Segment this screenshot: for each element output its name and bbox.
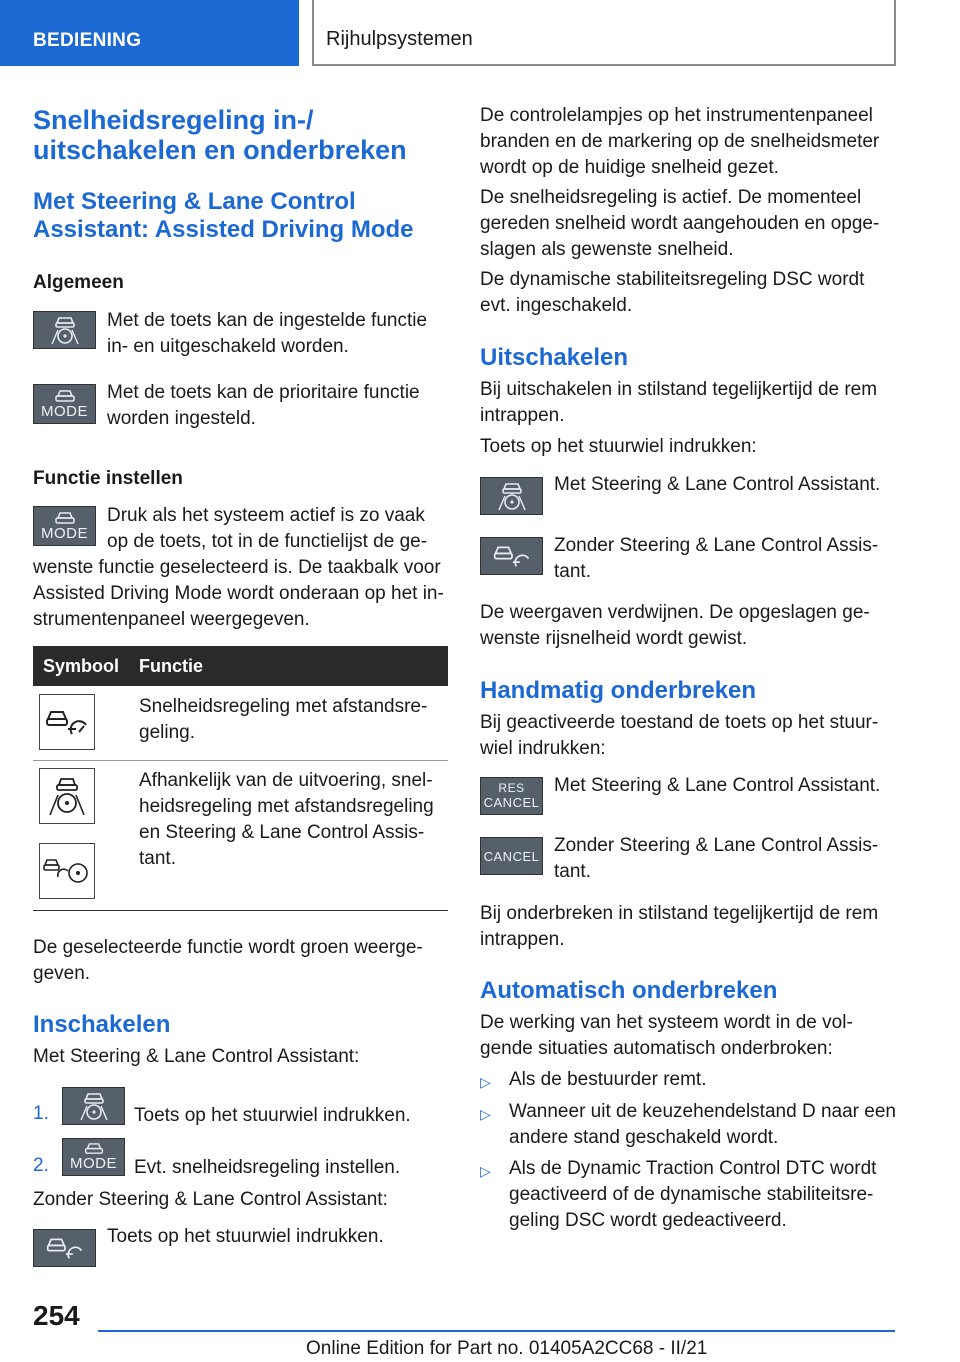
setup-text xyxy=(33,555,444,633)
general-1-line-2: in- en uitgeschakeld worden. xyxy=(107,336,349,357)
general-text-1 xyxy=(107,308,427,360)
b3-line-2: geactiveerd of de dynamische stabiliteitsre- xyxy=(509,1184,874,1205)
distance-control-icon xyxy=(43,1235,87,1261)
manual-text xyxy=(480,710,878,762)
b2-line-1: Wanneer uit de keuzehendelstand D naar een xyxy=(509,1101,896,1122)
list-item: Als de bestuurder remt. xyxy=(509,1069,707,1090)
mode-key-label: MODE xyxy=(70,1155,117,1172)
subtitle-line-1: Met Steering & Lane Control xyxy=(33,188,356,215)
on-intro: Met Steering & Lane Control Assistant: xyxy=(33,1046,360,1067)
p1-line-2: branden en de markering op de snelheidsmeter xyxy=(480,131,880,152)
right-paragraph-2 xyxy=(480,185,879,263)
b2-line-2: andere stand geschakeld wordt. xyxy=(509,1127,779,1148)
steering-symbol-icon xyxy=(39,768,95,824)
general-2-line-1: Met de toets kan de prioritaire functie xyxy=(107,382,420,403)
manual-without-text xyxy=(554,833,878,885)
auto-line-1: De werking van het systeem wordt in de vol- xyxy=(480,1012,853,1033)
on-heading: Inschakelen xyxy=(33,1011,171,1038)
p3-line-1: De dynamische stabiliteitsregeling DSC wordt xyxy=(480,269,865,290)
section-label: BEDIENING xyxy=(33,30,142,51)
steering-assist-icon xyxy=(69,1090,119,1122)
page-title xyxy=(33,104,407,166)
p1-line-1: De controlelampjes op het instrumentenpaneel xyxy=(480,105,873,126)
general-1-line-1: Met de toets kan de ingestelde functie xyxy=(107,310,428,331)
title-line-1: Snelheidsregeling in-/ xyxy=(33,105,314,135)
table-row-1-text xyxy=(139,694,427,746)
off-press: Toets op het stuurwiel indrukken: xyxy=(480,436,757,457)
footer-edition: Online Edition for Part no. 01405A2CC68 - II/21 xyxy=(306,1338,708,1359)
row1-line-2: geling. xyxy=(139,722,195,743)
manual-without-line-1: Zonder Steering & Lane Control Assis- xyxy=(554,835,879,856)
off-after-text xyxy=(480,600,870,652)
page-number: 254 xyxy=(33,1300,80,1331)
general-2-line-2: worden ingesteld. xyxy=(107,408,256,429)
acc-steering-symbol-icon xyxy=(39,843,95,899)
table-row-2-text xyxy=(139,768,434,872)
row1-line-1: Snelheidsregeling met afstandsre- xyxy=(139,696,428,717)
off-after-line-2: wenste rijsnelheid wordt gewist. xyxy=(480,628,748,649)
car-front-icon xyxy=(53,512,77,526)
right-paragraph-3 xyxy=(480,267,864,319)
off-without-text xyxy=(554,533,878,585)
distance-control-icon xyxy=(490,543,534,569)
mode-key-icon xyxy=(33,506,96,546)
manual-after-line-2: intrappen. xyxy=(480,929,565,950)
footer-rule xyxy=(98,1330,895,1332)
off-line-2: intrappen. xyxy=(480,405,565,426)
setup-line-5: strumentenpaneel weergegeven. xyxy=(33,609,310,630)
row2-line-1: Afhankelijk van de uitvoering, snel- xyxy=(139,770,433,791)
subtitle-line-2: Assistant: Assisted Driving Mode xyxy=(33,216,414,243)
off-without-line-1: Zonder Steering & Lane Control Assis- xyxy=(554,535,879,556)
cancel-key-label: CANCEL xyxy=(483,795,540,810)
off-heading: Uitschakelen xyxy=(480,344,629,371)
auto-heading: Automatisch onderbreken xyxy=(480,977,778,1004)
p3-line-2: evt. ingeschakeld. xyxy=(480,295,633,316)
row2-line-3: en Steering & Lane Control Assis- xyxy=(139,822,425,843)
acc-symbol-icon xyxy=(39,694,95,750)
cruise-key-icon xyxy=(33,1229,96,1267)
general-text-2 xyxy=(107,380,420,432)
steering-assist-icon xyxy=(42,773,92,819)
manual-after-line-1: Bij onderbreken in stilstand tegelijkertijd de rem xyxy=(480,903,879,924)
setup-line-2: op de toets, tot in de functielijst de ge- xyxy=(107,531,428,552)
table-divider xyxy=(33,760,448,761)
after-table-line-1: De geselecteerde functie wordt groen weerge- xyxy=(33,937,423,958)
p2-line-3: slagen als gewenste snelheid. xyxy=(480,239,734,260)
list-item xyxy=(509,1156,876,1234)
off-text xyxy=(480,377,877,429)
table-bottom-rule xyxy=(33,910,448,911)
off-line-1: Bij uitschakelen in stilstand tegelijkertijd de rem xyxy=(480,379,878,400)
setup-line-4: Assisted Driving Mode wordt onderaan op het in- xyxy=(33,583,444,604)
auto-line-2: gende situaties automatisch onderbroken: xyxy=(480,1038,833,1059)
p2-line-2: gereden snelheid wordt aangehouden en opge- xyxy=(480,213,880,234)
b3-line-3: geling DSC wordt gedeactiveerd. xyxy=(509,1210,787,1231)
topic-tab xyxy=(312,0,896,66)
bullet-icon: ▷ xyxy=(480,1163,491,1179)
col-symbol: Symbool xyxy=(43,656,120,676)
section-tab xyxy=(0,0,299,66)
off-after-line-1: De weergaven verdwijnen. De opgeslagen ge- xyxy=(480,602,870,623)
mode-key-icon xyxy=(62,1138,125,1176)
p2-line-1: De snelheidsregeling is actief. De momenteel xyxy=(480,187,862,208)
step-2-text: Evt. snelheidsregeling instellen. xyxy=(134,1157,401,1178)
manual-line-2: wiel indrukken: xyxy=(480,738,606,759)
p1-line-3: wordt op de huidige snelheid gezet. xyxy=(480,157,779,178)
step-1-number: 1. xyxy=(33,1103,49,1124)
col-function: Functie xyxy=(139,656,204,676)
manual-heading: Handmatig onderbreken xyxy=(480,677,757,704)
manual-after-text xyxy=(480,901,878,953)
table-header xyxy=(33,646,448,686)
off-without-line-2: tant. xyxy=(554,561,591,582)
res-key-label: RES xyxy=(498,781,525,795)
topic-label: Rijhulpsystemen xyxy=(326,28,473,50)
cruise-key-icon xyxy=(480,537,543,575)
setup-line-3: wenste functie geselecteerd is. De taakbalk voor xyxy=(33,557,441,578)
list-item xyxy=(509,1099,896,1151)
distance-control-icon xyxy=(44,707,90,737)
setup-heading: Functie instellen xyxy=(33,468,183,489)
steering-assist-key-icon xyxy=(62,1087,125,1125)
bullet-icon: ▷ xyxy=(480,1074,491,1090)
steering-assist-key-icon xyxy=(480,477,543,515)
b3-line-1: Als de Dynamic Traction Control DTC wordt xyxy=(509,1158,877,1179)
right-paragraph-1 xyxy=(480,103,879,181)
cancel-key-label: CANCEL xyxy=(483,848,540,864)
setup-line-1: Druk als het systeem actief is zo vaak xyxy=(107,505,425,526)
setup-text-indent xyxy=(107,503,427,555)
steering-assist-icon xyxy=(40,314,90,346)
general-heading: Algemeen xyxy=(33,272,124,293)
manual-without-line-2: tant. xyxy=(554,861,591,882)
manual-with-text: Met Steering & Lane Control Assistant. xyxy=(554,775,881,796)
row2-line-4: tant. xyxy=(139,848,176,869)
row2-line-2: heidsregeling met afstandsregeling xyxy=(139,796,434,817)
steering-assist-icon xyxy=(487,480,537,512)
off-with-text: Met Steering & Lane Control Assistant. xyxy=(554,474,881,495)
without-intro: Zonder Steering & Lane Control Assistant: xyxy=(33,1189,388,1210)
mode-key-icon xyxy=(33,384,96,424)
cancel-key-icon xyxy=(480,837,543,875)
manual-line-1: Bij geactiveerde toestand de toets op het stuur- xyxy=(480,712,879,733)
subtitle xyxy=(33,188,414,244)
mode-key-label: MODE xyxy=(41,524,88,542)
after-table-text xyxy=(33,935,423,987)
bullet-icon: ▷ xyxy=(480,1106,491,1122)
title-line-2: uitschakelen en onderbreken xyxy=(33,135,407,165)
car-front-icon xyxy=(53,390,77,404)
step-1-text: Toets op het stuurwiel indrukken. xyxy=(134,1105,411,1126)
auto-text xyxy=(480,1010,853,1062)
after-table-line-2: geven. xyxy=(33,963,91,984)
res-cancel-key-icon xyxy=(480,777,543,815)
step-2-number: 2. xyxy=(33,1155,49,1176)
distance-steering-icon xyxy=(42,851,92,891)
steering-assist-key-icon xyxy=(33,311,96,349)
without-text: Toets op het stuurwiel indrukken. xyxy=(107,1226,384,1247)
mode-key-label: MODE xyxy=(41,402,88,420)
